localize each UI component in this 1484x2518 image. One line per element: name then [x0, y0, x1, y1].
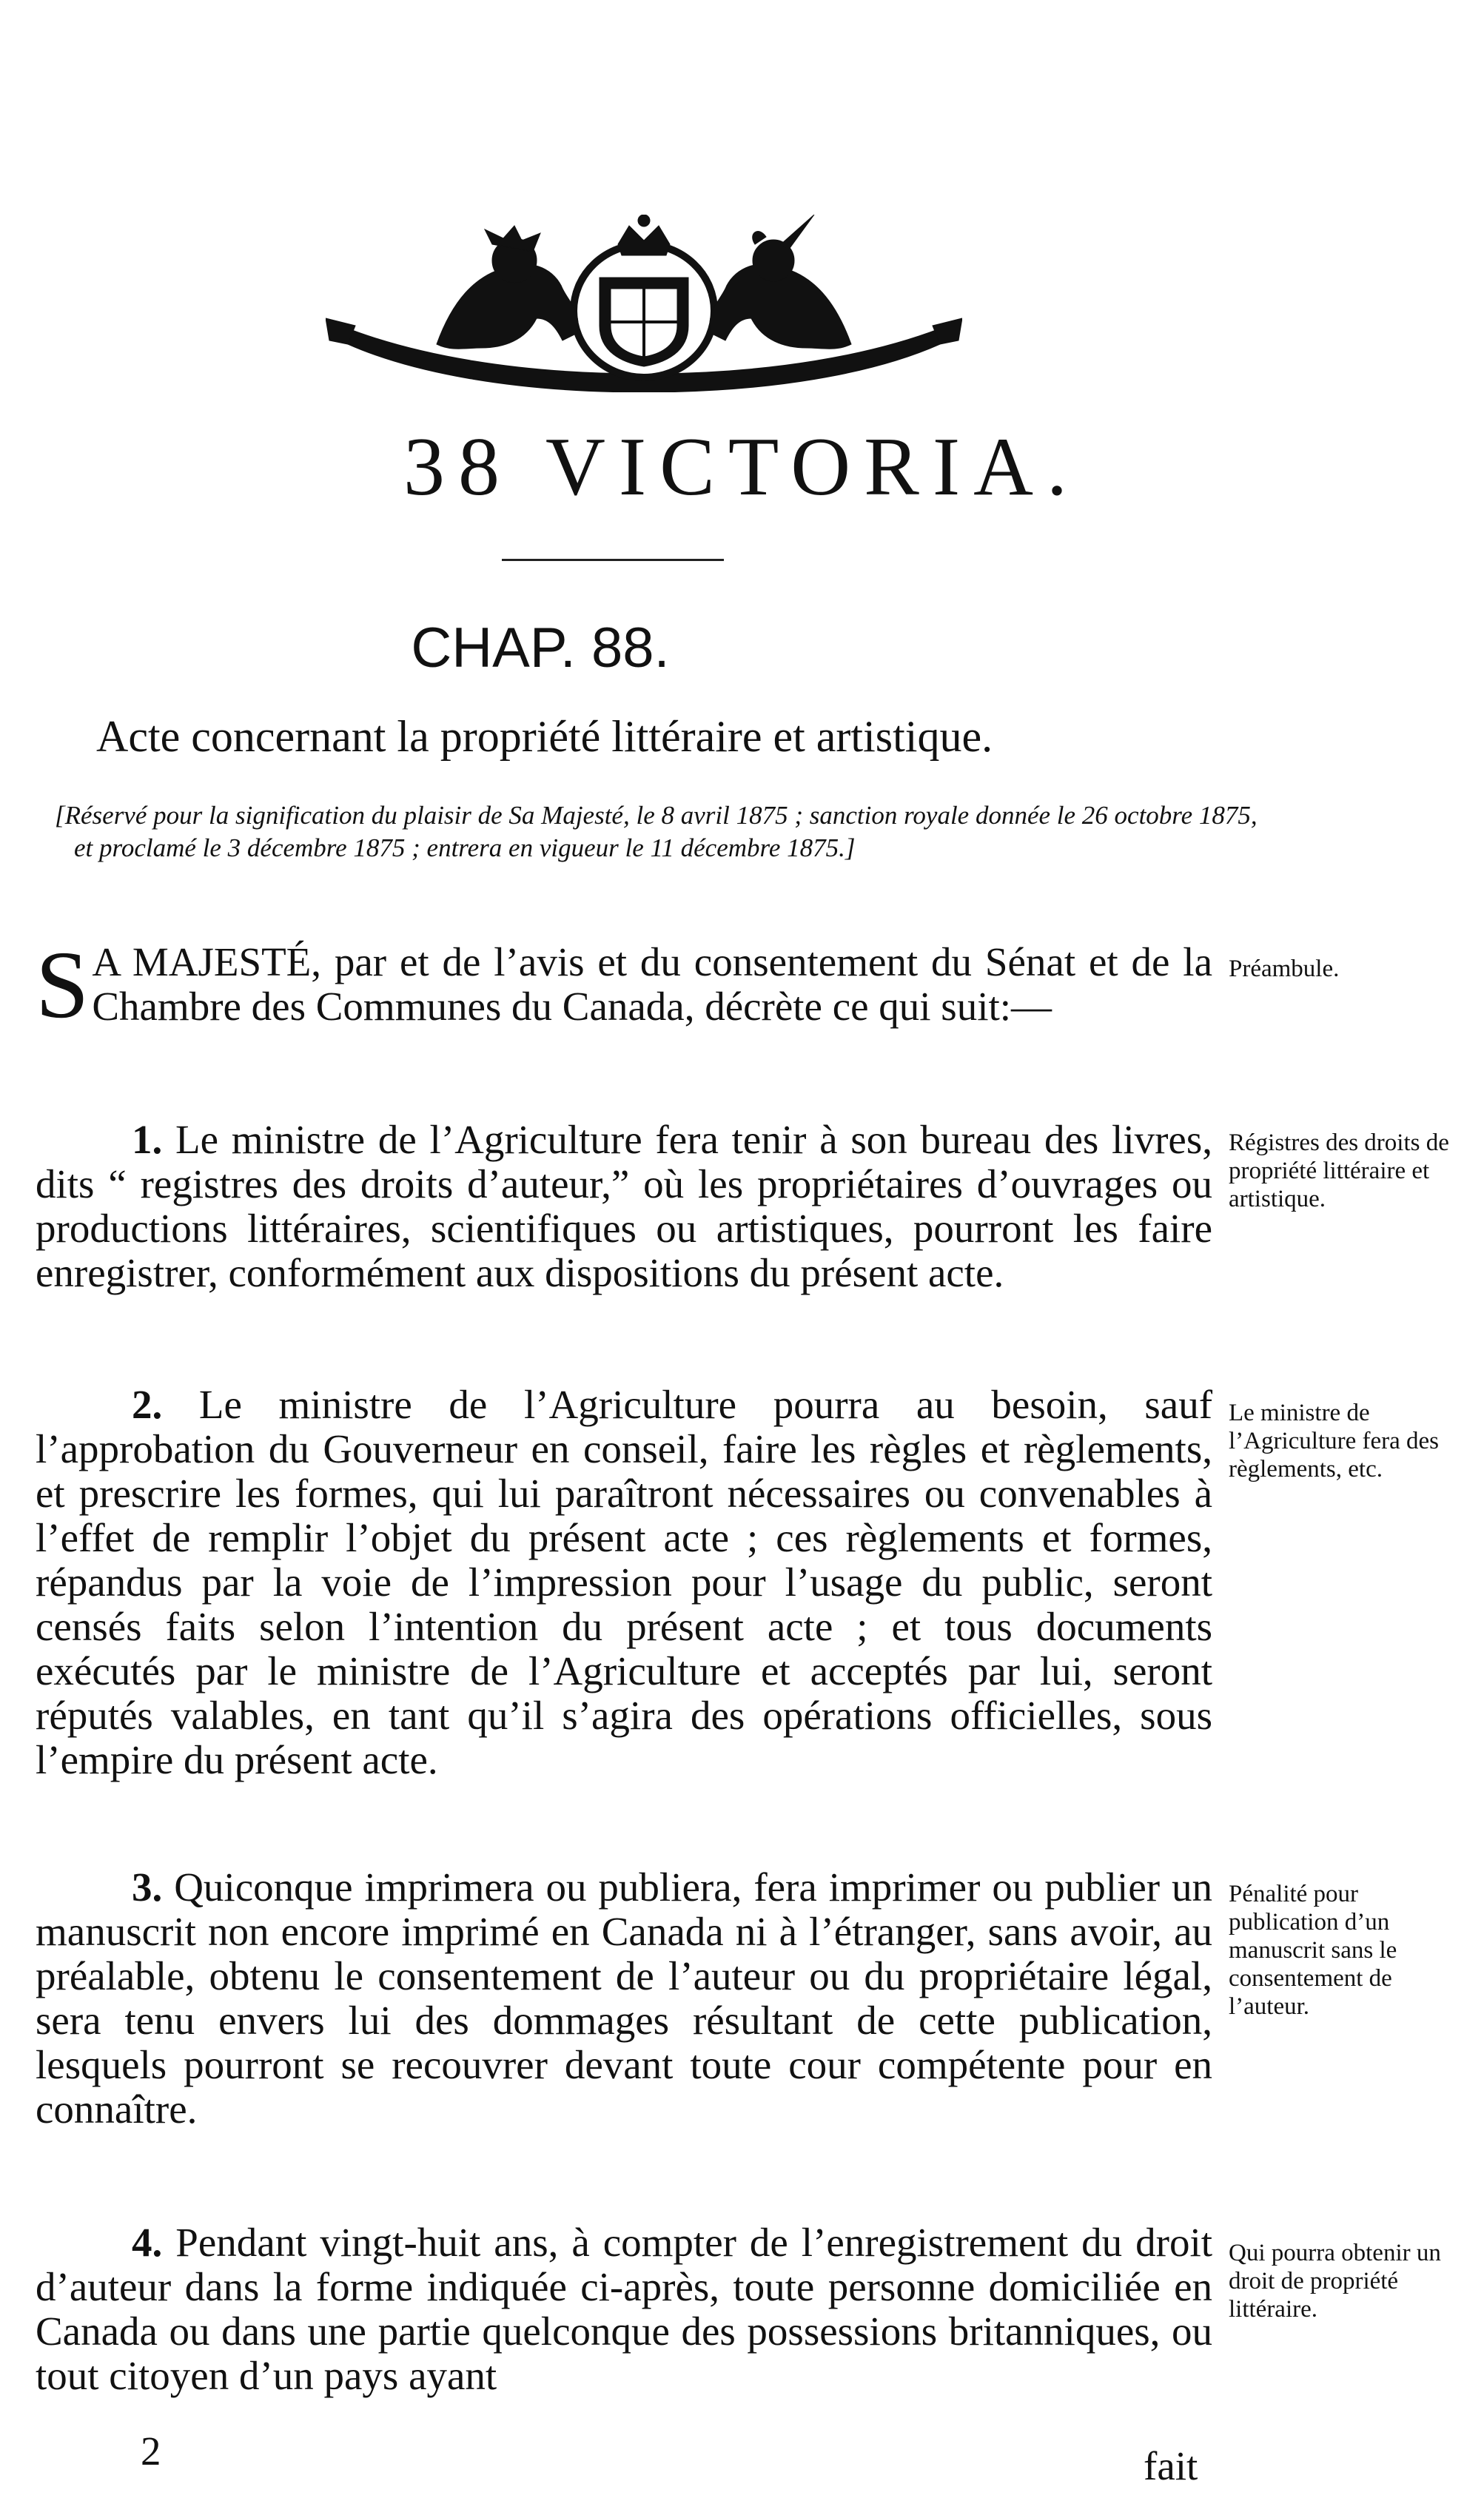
margin-note-section-4: Qui pourra obtenir un droit de propriété littéraire.: [1229, 2240, 1441, 2323]
page-header-title: 38 VICTORIA.: [403, 421, 1081, 513]
section-3-text: Quiconque imprimera ou publiera, fera imprimer ou publier un manuscrit non encore imprimé en Canada ni à l’étranger, sans avoir, au préalable, obtenu le consentement de l’auteur ou du propriétaire légal, sera tenu envers lui des dommages résultant de cette publication, lesquels pourront se recouvrer devant toute cour compétente pour en connaître.: [36, 1864, 1213, 2132]
act-title: Acte concernant la propriété littéraire et artistique.: [96, 712, 993, 761]
assent-note: [Réservé pour la signification du plaisir de Sa Majesté, le 8 avril 1875 ; sanction royale donnée le 26 octobre 1875, et proclamé le 3 décembre 1875 ; entrera en vigueur le 11 décembre 1875.]: [55, 801, 1258, 862]
header-rule: [502, 559, 724, 561]
section-2-text: Le ministre de l’Agriculture pourra au besoin, sauf l’approbation du Gouverneur en conseil, faire les règles et règlements, et prescrire les formes, qui lui paraîtront nécessaires ou convenables à l’effet de remplir l’objet du présent acte ; ces règlements et formes, répandus par la voie de l’impression pour l’usage du public, seront censés faits selon l’intention du présent acte ; et tous documents exécutés par le ministre de l’Agriculture et acceptés par lui, seront réputés valables, en tant qu’il s’agira des opérations officielles, sous l’empire du présent acte.: [36, 1382, 1213, 1782]
section-1-paragraph: [36, 1118, 1212, 1295]
margin-note-section-2: Le ministre de l’Agriculture fera des règlements, etc.: [1229, 1400, 1440, 1483]
chapter-label: CHAP. 88.: [411, 617, 670, 679]
catchword: fait: [1144, 2443, 1198, 2488]
preamble-paragraph: [36, 932, 1212, 1038]
section-3-paragraph: [36, 1865, 1212, 2132]
preamble-dropcap: S: [36, 932, 90, 1038]
section-1-text: Le ministre de l’Agriculture fera tenir à son bureau des livres, dits “ registres des droits d’auteur,” où les propriétaires d’ouvrages ou productions littéraires, scientifiques ou artistiques, pourront les faire enregistrer, conformément aux dispositions du présent acte.: [36, 1117, 1212, 1295]
margin-note-preamble: Préambule.: [1229, 956, 1340, 982]
section-2-paragraph: [36, 1383, 1212, 1782]
royal-coat-of-arms-icon: [326, 215, 962, 392]
margin-note-section-3: Pénalité pour publication d’un manuscrit sans le consentement de l’auteur.: [1229, 1881, 1397, 2020]
preamble-text: A MAJESTÉ, par et de l’avis et du consentement du Sénat et de la Chambre des Communes du Canada, décrète ce qui suit:—: [92, 939, 1212, 1029]
section-3-number: 3.: [132, 1864, 163, 1910]
section-4-text: Pendant vingt-huit ans, à compter de l’enregistrement du droit d’auteur dans la forme indiquée ci-après, toute personne domiciliée en Canada ou dans une partie quelconque des possessions britanniques, ou tout citoyen d’un pays ayant: [36, 2220, 1213, 2398]
section-4-number: 4.: [132, 2220, 163, 2265]
page-number: 2: [141, 2428, 161, 2474]
section-1-number: 1.: [132, 1117, 163, 1162]
section-2-number: 2.: [132, 1382, 163, 1427]
margin-note-section-1: Régistres des droits de propriété littéraire et artistique.: [1229, 1129, 1449, 1212]
section-4-paragraph: [36, 2220, 1212, 2398]
